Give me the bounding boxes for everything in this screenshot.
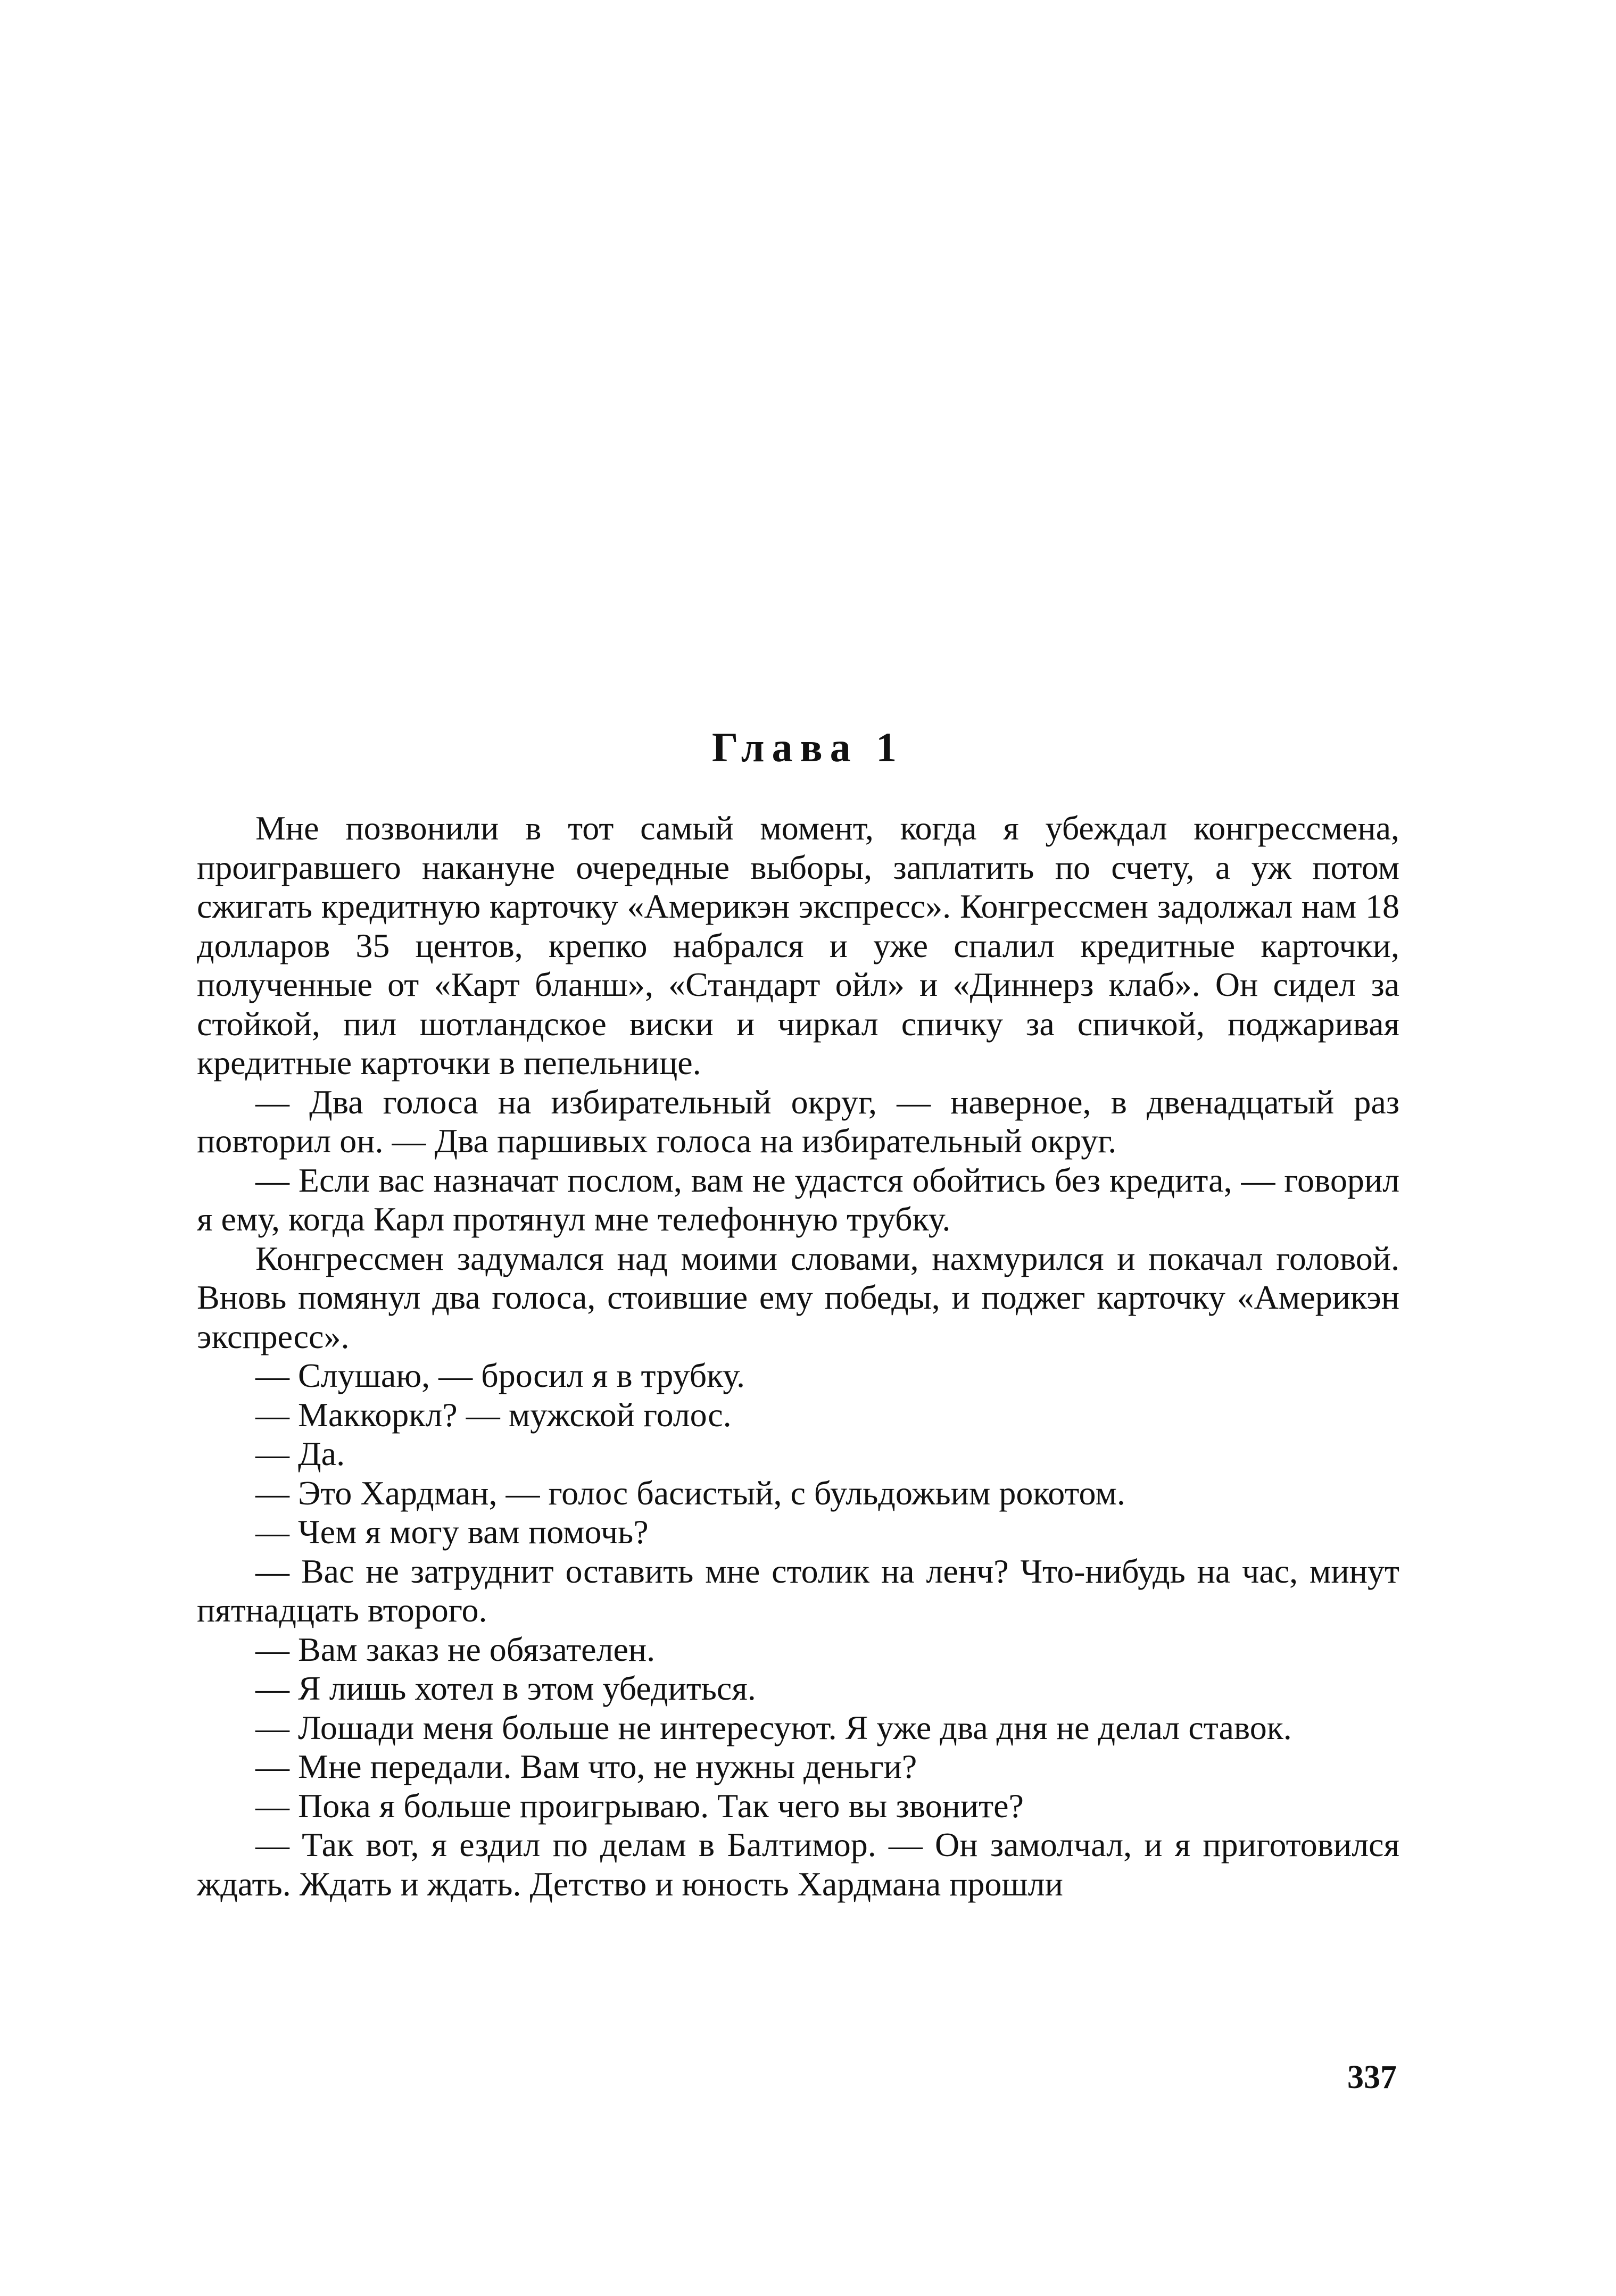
paragraph: Мне позвонили в тот самый момент, когда я убеждал конгрессмена, проигравшего накануне очередные выборы, заплатить по счету, а уж потом сжигать кредитную карточку «Америкэн экспресс». Конгрессмен задолжал нам 18 долларов 35 центов, крепко набрался и уже спалил кредитные карточки, полученные от «Карт бланш», «Стандарт ойл» и «Диннерз клаб». Он сидел за стойкой, пил шотландское виски и чиркал спичку за спичкой, поджаривая кредитные карточки в пепельнице. (197, 809, 1399, 1082)
paragraph: — Мне передали. Вам что, не нужны деньги? (255, 1748, 917, 1785)
paragraph: — Это Хардман, — голос басистый, с бульдожьим рокотом. (255, 1474, 1125, 1512)
paragraph: — Чем я могу вам помочь? (255, 1513, 649, 1551)
body-text (197, 809, 1399, 1903)
paragraph: — Слушаю, — бросил я в трубку. (255, 1357, 745, 1394)
paragraph: — Да. (255, 1435, 345, 1473)
paragraph: — Два голоса на избирательный округ, — наверное, в двенадцатый раз повторил он. — Два паршивых голоса на избирательный округ. (197, 1083, 1399, 1160)
paragraph: Конгрессмен задумался над моими словами, нахмурился и покачал головой. Вновь помянул два голоса, стоившие ему победы, и поджег карточку «Америкэн экспресс». (197, 1239, 1399, 1355)
paragraph: — Вас не затруднит оставить мне столик на ленч? Что-нибудь на час, минут пятнадцать второго. (197, 1552, 1399, 1629)
paragraph: — Пока я больше проигрываю. Так чего вы звоните? (255, 1786, 1024, 1825)
paragraph: — Если вас назначат послом, вам не удастся обойтись без кредита, — говорил я ему, когда Карл протянул мне телефонную трубку. (197, 1161, 1399, 1238)
page-number: 337 (1347, 2059, 1397, 2095)
paragraph: — Лошади меня больше не интересуют. Я уже два дня не делал ставок. (255, 1708, 1292, 1746)
chapter-title: Глава 1 (711, 724, 905, 770)
paragraph: — Маккоркл? — мужской голос. (255, 1395, 732, 1434)
paragraph: — Так вот, я ездил по делам в Балтимор. — Он замолчал, и я приготовился ждать. Ждать и ждать. Детство и юность Хардмана прошли (197, 1826, 1399, 1903)
paragraph: — Я лишь хотел в этом убедиться. (255, 1669, 756, 1707)
paragraph: — Вам заказ не обязателен. (255, 1630, 656, 1668)
